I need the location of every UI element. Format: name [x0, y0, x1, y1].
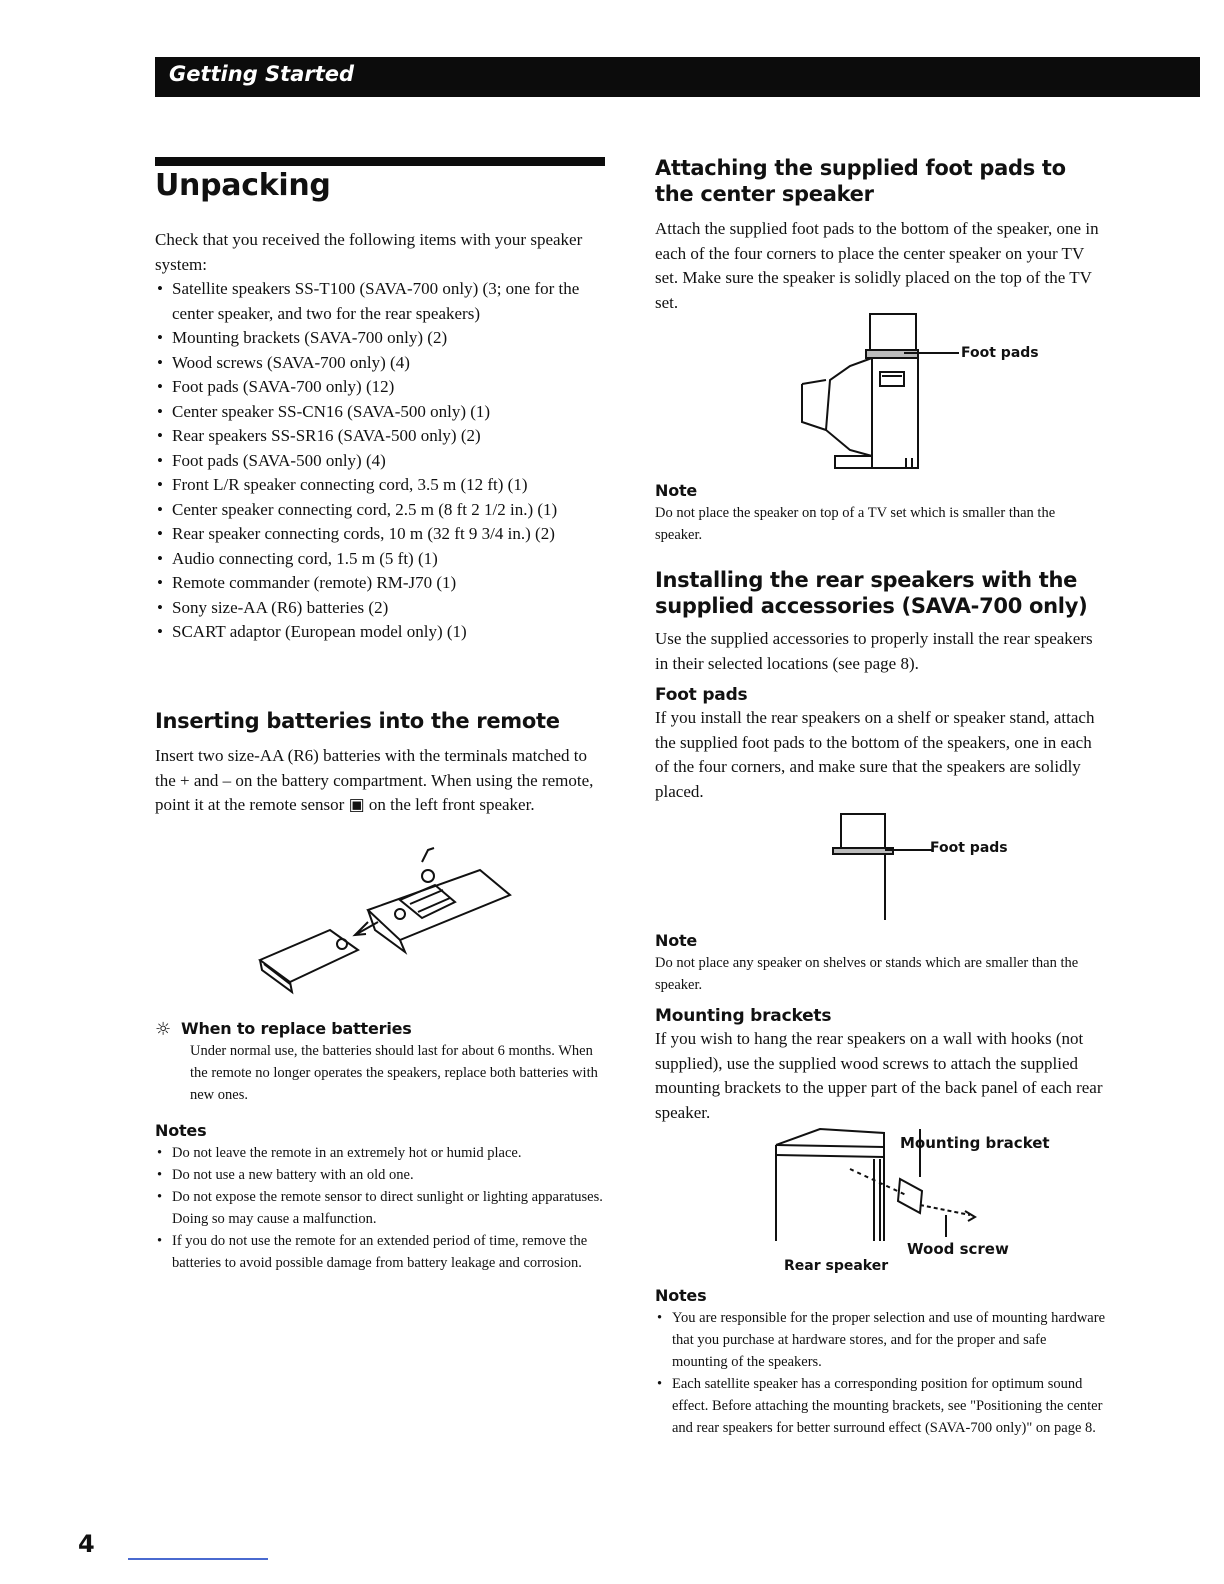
list-item: • Center speaker SS-CN16 (SAVA-500 only) (1)	[155, 400, 605, 425]
list-item: • Do not use a new battery with an old one.	[155, 1164, 605, 1186]
list-item: • Satellite speakers SS-T100 (SAVA-700 only) (3; one for the center speaker, and two for the rear speakers)	[155, 277, 605, 326]
rear-install-section	[655, 567, 1105, 804]
list-item: • Mounting brackets (SAVA-700 only) (2)	[155, 326, 605, 351]
rear-speaker-label: Rear speaker	[784, 1258, 889, 1274]
page-title: Unpacking	[155, 168, 331, 203]
list-item: • Do not expose the remote sensor to direct sunlight or lighting apparatuses. Doing so may cause a malfunction.	[155, 1186, 605, 1230]
note-heading: Note	[655, 481, 698, 500]
rear-foot-note	[655, 930, 1105, 996]
list-item: • Remote commander (remote) RM-J70 (1)	[155, 571, 605, 596]
center-pads-note	[655, 480, 1105, 546]
list-item: • Foot pads (SAVA-700 only) (12)	[155, 375, 605, 400]
rear-foot-pads-label: Foot pads	[930, 840, 1008, 856]
unpacking-list	[155, 277, 605, 645]
tv-speaker-illustration	[790, 310, 940, 475]
footer-rule	[128, 1558, 268, 1560]
mounting-section	[655, 1005, 1105, 1125]
notes-heading: Notes	[655, 1286, 707, 1305]
foot-pads-heading: Foot pads	[655, 685, 748, 705]
title-rule	[155, 157, 605, 166]
list-item: • Do not leave the remote in an extremely hot or humid place.	[155, 1142, 605, 1164]
list-item: • Each satellite speaker has a corresponding position for optimum sound effect. Before attaching the mounting brackets, see "Positioning the center and rear speakers for better surround effect (SAVA-700 only)" on page 8.	[655, 1373, 1105, 1439]
list-item: • If you do not use the remote for an extended period of time, remove the batteries to avoid possible damage from battery leakage and corrosion.	[155, 1230, 605, 1274]
unpacking-section	[155, 228, 605, 645]
page-number: 4	[78, 1530, 95, 1558]
list-item: • Front L/R speaker connecting cord, 3.5 m (12 ft) (1)	[155, 473, 605, 498]
notes-list	[655, 1307, 1105, 1439]
foot-pads-label: Foot pads	[961, 345, 1039, 361]
note-text: Do not place the speaker on top of a TV set which is smaller than the speaker.	[655, 505, 1056, 543]
rear-install-text: Use the supplied accessories to properly install the rear speakers in their selected locations (see page 8).	[655, 629, 1093, 673]
foot-pads-leader	[904, 352, 959, 354]
list-item: • Sony size-AA (R6) batteries (2)	[155, 596, 605, 621]
tip-text: Under normal use, the batteries should last for about 6 months. When the remote no longer operates the speakers, replace both batteries with new ones.	[190, 1043, 598, 1103]
center-pads-heading: Attaching the supplied foot pads to the center speaker	[655, 156, 1066, 206]
notes-heading: Notes	[155, 1121, 207, 1140]
notes-list	[155, 1142, 605, 1274]
mounting-notes	[655, 1285, 1105, 1439]
center-pads-section	[655, 155, 1105, 315]
mounting-heading: Mounting brackets	[655, 1006, 832, 1026]
tip-heading: When to replace batteries	[181, 1019, 412, 1038]
battery-notes	[155, 1120, 605, 1274]
list-item: • Foot pads (SAVA-500 only) (4)	[155, 449, 605, 474]
rear-speaker-foot-illustration	[825, 810, 935, 925]
mounting-bracket-label: Mounting bracket	[900, 1134, 1050, 1152]
wood-screw-label: Wood screw	[907, 1240, 1009, 1258]
note-text: Do not place any speaker on shelves or stands which are smaller than the speaker.	[655, 955, 1079, 993]
unpacking-intro: Check that you received the following items with your speaker system:	[155, 230, 583, 274]
list-item: • Rear speakers SS-SR16 (SAVA-500 only) (2)	[155, 424, 605, 449]
foot-pads-text: If you install the rear speakers on a shelf or speaker stand, attach the supplied foot pads to the bottom of the speakers, one in each of the four corners, and make sure that the speakers are solidly placed.	[655, 708, 1095, 801]
batteries-section	[155, 708, 605, 818]
batteries-heading: Inserting batteries into the remote	[155, 709, 560, 733]
list-item: • Rear speaker connecting cords, 10 m (32 ft 9 3/4 in.) (2)	[155, 522, 605, 547]
rear-install-heading: Installing the rear speakers with the supplied accessories (SAVA-700 only)	[655, 568, 1088, 618]
center-pads-text: Attach the supplied foot pads to the bottom of the speaker, one in each of the four corners to place the center speaker on your TV set. Make sure the speaker is solidly placed on the top of the TV set.	[655, 219, 1099, 312]
list-item: • SCART adaptor (European model only) (1)	[155, 620, 605, 645]
note-heading: Note	[655, 931, 698, 950]
section-header-bar	[155, 57, 1200, 97]
tip-lightbulb-icon: ☼	[155, 1018, 172, 1040]
list-item: • Audio connecting cord, 1.5 m (5 ft) (1)	[155, 547, 605, 572]
list-item: • You are responsible for the proper selection and use of mounting hardware that you purchase at hardware stores, and for the proper and safe mounting of the speakers.	[655, 1307, 1105, 1373]
section-header-title: Getting Started	[169, 62, 355, 86]
mounting-text: If you wish to hang the rear speakers on a wall with hooks (not supplied), use the supplied wood screws to attach the supplied mounting brackets to the upper part of the back panel of each rear speaker.	[655, 1029, 1103, 1122]
tip-section	[155, 1018, 605, 1106]
list-item: • Wood screws (SAVA-700 only) (4)	[155, 351, 605, 376]
remote-battery-illustration	[250, 840, 520, 1000]
list-item: • Center speaker connecting cord, 2.5 m (8 ft 2 1/2 in.) (1)	[155, 498, 605, 523]
batteries-text: Insert two size-AA (R6) batteries with the terminals matched to the + and – on the battery compartment. When using the remote, point it at the remote sensor ▣ on the left front speaker.	[155, 746, 594, 814]
